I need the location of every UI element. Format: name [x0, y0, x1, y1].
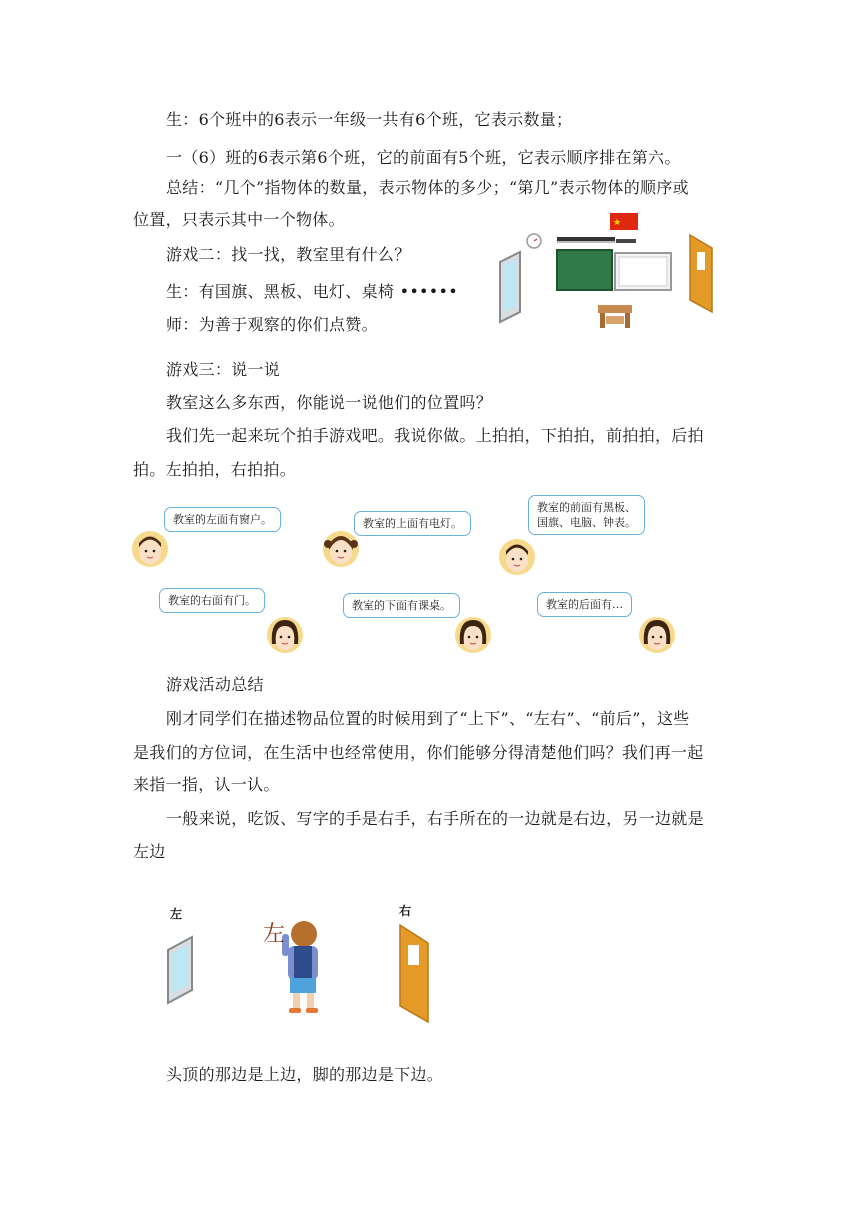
bubble-text: 教室的左面有窗户。	[173, 513, 272, 526]
text-line: 游戏二：找一找，教室里有什么？	[166, 245, 411, 264]
text-line: 位置，只表示其中一个物体。	[133, 210, 345, 229]
bubble-text: 教室的下面有课桌。	[352, 599, 451, 612]
text-line: 是我们的方位词，在生活中也经常使用，你们能够分得清楚他们吗？我们再一起	[133, 743, 704, 762]
flag-icon	[610, 213, 638, 230]
text-line: 教室这么多东西，你能说一说他们的位置吗？	[166, 393, 493, 412]
board-char: 左	[263, 922, 286, 947]
text-line: 左边	[133, 842, 166, 861]
lamp-icon	[557, 237, 615, 243]
door-icon	[690, 235, 712, 312]
text-line: 生：6个班中的6表示一年级一共有6个班，它表示数量；	[166, 110, 573, 129]
bubble-text: 教室的后面有…	[546, 598, 623, 611]
text-line: 刚才同学们在描述物品位置的时候用到了“上下”、“左右”、“前后”，这些	[166, 709, 690, 728]
desk-icon	[598, 305, 632, 328]
girl-avatar-icon	[454, 616, 492, 654]
text-line: 我们先一起来玩个拍手游戏吧。我说你做。上拍拍，下拍拍，前拍拍，后拍	[166, 426, 704, 445]
whiteboard-icon	[615, 253, 671, 290]
text-line: 游戏活动总结	[166, 675, 264, 694]
speech-bubble	[164, 507, 281, 532]
bubble-text: 教室的前面有黑板、	[537, 501, 636, 514]
bubble-text: 教室的上面有电灯。	[363, 517, 462, 530]
text-line: 一（6）班的6表示第6个班，它的前面有5个班，它表示顺序排在第六。	[166, 148, 681, 167]
text-line: 游戏三：说一说	[166, 360, 281, 379]
projector-icon	[616, 239, 636, 243]
window-icon	[168, 937, 192, 1003]
left-label: 左	[170, 907, 183, 921]
text-line: 师：为善于观察的你们点赞。	[166, 315, 378, 334]
boy-avatar-icon	[131, 530, 169, 568]
svg-text:★: ★	[613, 218, 622, 228]
door-icon	[400, 925, 428, 1022]
bubble-text: 教室的右面有门。	[168, 594, 256, 607]
text-line: 生：有国旗、黑板、电灯、桌椅 ••••••	[166, 282, 459, 301]
text-line: 头顶的那边是上边，脚的那边是下边。	[166, 1065, 444, 1084]
classroom-illustration	[0, 0, 860, 340]
text-line: 总结：“几个”指物体的数量，表示物体的多少；“第几”表示物体的顺序或	[166, 178, 689, 197]
text-line: 拍。左拍拍，右拍拍。	[133, 460, 297, 479]
text-line: 来指一指，认一认。	[133, 775, 280, 794]
child-figure	[282, 921, 318, 1013]
window-icon	[500, 252, 520, 322]
bubble-text: 国旗、电脑、钟表。	[537, 516, 636, 529]
text-line: 一般来说，吃饭、写字的手是右手，右手所在的一边就是右边，另一边就是	[166, 809, 704, 828]
speech-bubble	[343, 593, 460, 618]
right-label: 右	[399, 904, 412, 918]
girl-avatar-icon	[266, 616, 304, 654]
speech-bubble	[537, 592, 632, 617]
girl-avatar-icon	[322, 530, 360, 568]
speech-bubble	[159, 588, 265, 613]
boy-avatar-icon	[498, 538, 536, 576]
clock-icon	[527, 234, 541, 248]
speech-bubble	[354, 511, 471, 536]
left-right-illustration	[0, 900, 860, 1030]
chalkboard-icon	[557, 250, 612, 290]
girl-avatar-icon	[638, 616, 676, 654]
speech-bubble	[528, 495, 645, 535]
